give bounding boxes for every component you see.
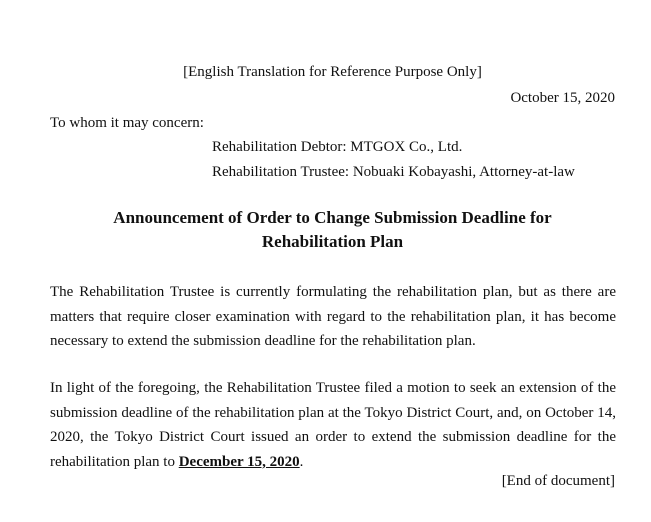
- document-title-line-2: Rehabilitation Plan: [261, 232, 404, 251]
- document-date: October 15, 2020: [510, 90, 615, 106]
- paragraph-2-text: In light of the foregoing, the Rehabilitation Trustee filed a motion to seek an extension of the submission deadline of the rehabilitation plan at the Tokyo District Court, and, on October 14, 2020, the Tokyo District Court issued an order to extend the submission deadline for the rehabilitation plan to: [50, 380, 616, 470]
- paragraph-2-end: .: [299, 453, 304, 470]
- trustee-line: Rehabilitation Trustee: Nobuaki Kobayashi, Attorney-at-law: [212, 164, 575, 180]
- end-of-document: [End of document]: [501, 473, 615, 489]
- deadline-date: December 15, 2020: [178, 453, 300, 470]
- paragraph-1: The Rehabilitation Trustee is currently formulating the rehabilitation plan, but as there are matters that require closer examination with regard to the rehabilitation plan, it has become necessary to extend the submission deadline for the rehabilitation plan.: [50, 284, 616, 349]
- salutation: To whom it may concern:: [50, 115, 204, 131]
- debtor-line: Rehabilitation Debtor: MTGOX Co., Ltd.: [212, 139, 463, 155]
- translation-note: [English Translation for Reference Purpose Only]: [183, 64, 482, 80]
- document-title-line-1: Announcement of Order to Change Submission Deadline for: [113, 208, 552, 227]
- paragraph-2: [50, 376, 616, 474]
